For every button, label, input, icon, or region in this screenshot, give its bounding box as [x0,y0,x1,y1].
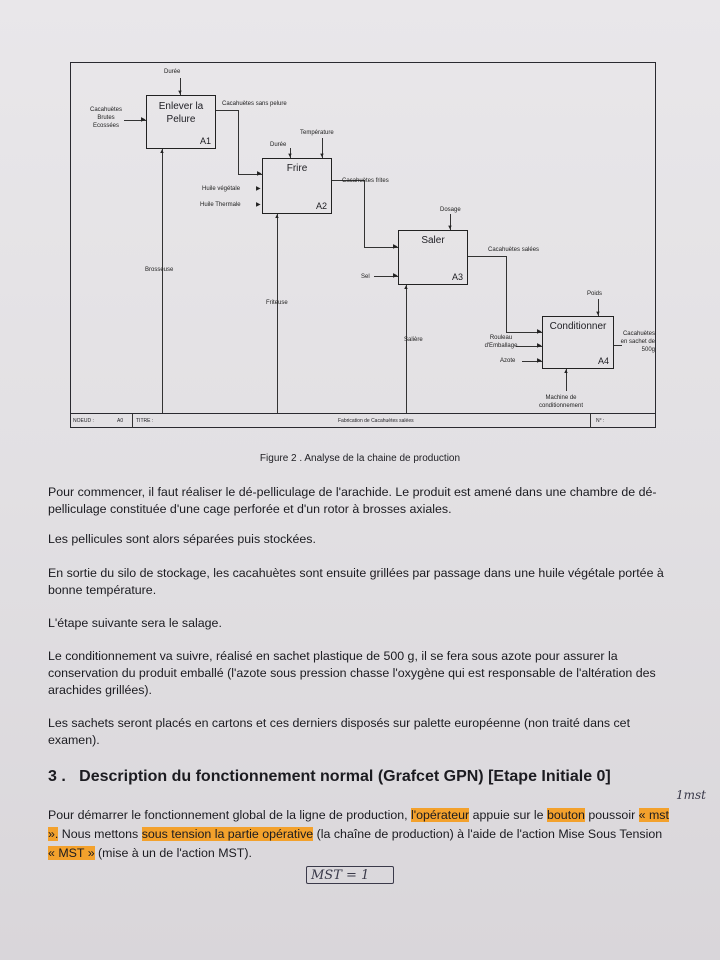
label-azote: Azote [500,358,516,364]
footer-noeud-label: NOEUD : [73,418,94,424]
label-huile-vegetale: Huile végétale [202,186,241,192]
handwritten-margin-note: 1mst [676,788,706,802]
paragraph-3: En sortie du silo de stockage, les cacahuètes sont ensuite grillées par passage dans une huile végétale portée à bonne température. [48,566,664,597]
label-huile-thermale: Huile Thermale [200,202,241,208]
paragraph-5: Le conditionnement va suivre, réalisé en sachet plastique de 500 g, il se fera sous azote pour assurer la conservation du produit emballé (l'azote sous pression chasse l'oxygène qui est responsable de l'altération des arachides grillées). [48,649,656,697]
text-run: (la chaîne de production) à l'aide de l'action Mise Sous Tension [313,827,663,841]
box-a1-id: A1 [199,136,211,146]
box-a2-id: A2 [315,201,327,211]
text-run: Pour démarrer le fonctionnement global de la ligne de production, [48,808,411,822]
highlight-operateur: l'opérateur [411,808,470,822]
label-dosage: Dosage [440,207,461,213]
box-a1-title: Enlever la Pelure [158,101,204,125]
box-a3 [398,230,468,285]
box-a4 [542,316,614,369]
box-a2 [262,158,332,214]
paragraph-6: Les sachets seront placés en cartons et ces derniers disposés sur palette européenne (non traité dans cet examen). [48,716,631,747]
section-number: 3 . [48,768,66,785]
label-duree-a1: Durée [164,69,181,75]
label-output-sachet: Cacahuètes en sachet de 500g [620,331,655,353]
label-cacahuetes-salees: Cacahuètes salées [488,247,540,253]
highlight-mst-button: « mst ». [48,808,669,841]
text-run: Nous mettons [58,827,142,841]
label-sel: Sel [361,274,370,280]
section-heading [48,768,611,786]
label-temperature: Température [300,130,334,136]
label-brosseuse: Brosseuse [145,267,174,273]
paragraph-1: Pour commencer, il faut réaliser le dé-pelliculage de l'arachide. Le produit est amené dans une chambre de dé-pelliculage constituée d'une cage perforée et d'un rotor à brosses axiales. [48,485,657,516]
footer-titre-label: TITRE : [136,418,154,424]
text-run: poussoir [584,808,639,822]
box-a2-title: Frire [286,163,308,174]
paragraph-grafcet [48,806,672,863]
label-input-cacahuetes-brutes: Cacahuètes Brutes Ecossées [89,107,123,129]
box-a1 [146,95,216,149]
diagram-footer [70,413,656,428]
box-a4-id: A4 [597,356,609,366]
box-a3-id: A3 [451,272,463,282]
label-duree-a2: Durée [270,142,287,148]
label-saliere: Salière [404,337,423,343]
footer-titre-value: Fabrication de Cacahuètes salées [338,418,414,424]
highlight-bouton: bouton [547,808,585,822]
label-friteuse: Friteuse [266,300,288,306]
footer-num-label: N° : [596,418,605,424]
label-rouleau-emballage: Rouleau d'Emballage [484,335,518,349]
label-poids: Poids [587,291,603,297]
label-cacahuetes-sans-pelure: Cacahuètes sans pelure [222,101,287,107]
text-run: (mise à un de l'action MST). [94,846,252,860]
label-cacahuetes-frites: Cacahuètes frites [342,178,389,184]
text-run: appuie sur le [469,808,548,822]
figure-caption: Figure 2 . Analyse de la chaine de production [259,453,461,464]
paragraph-4: L'étape suivante sera le salage. [48,616,222,630]
box-a3-title: Saler [421,235,445,246]
handwritten-boxed-note: MST = 1 [306,866,394,884]
label-machine-conditionnement: Machine de conditionnement [538,395,584,409]
highlight-sous-tension: sous tension la partie opérative [141,827,314,841]
section-title: Description du fonctionnement normal (Grafcet GPN) [Etape Initiale 0] [79,768,611,785]
footer-noeud-value: A0 [117,418,124,424]
paragraph-2: Les pellicules sont alors séparées puis stockées. [48,532,316,546]
highlight-mst-action: « MST » [48,846,95,860]
box-a4-title: Conditionner [549,321,607,332]
